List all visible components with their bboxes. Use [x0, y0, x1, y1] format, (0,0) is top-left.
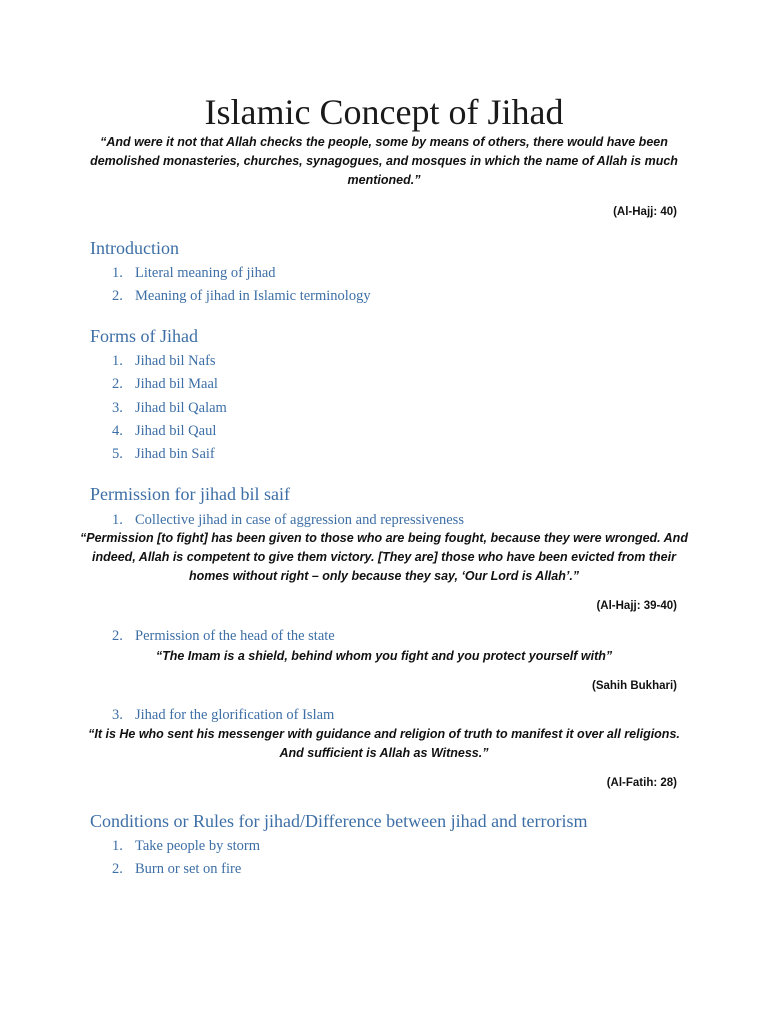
quote-block: [80, 725, 688, 763]
page-title: Islamic Concept of Jihad: [204, 92, 564, 132]
list-number: 1.: [112, 838, 123, 854]
list-text: Permission of the head of the state: [135, 628, 335, 644]
section-heading-conditions: Conditions or Rules for jihad/Difference between jihad and terrorism: [90, 811, 588, 831]
epigraph-quote: [80, 133, 688, 190]
list-item: [112, 422, 216, 441]
section-heading-introduction: Introduction: [90, 238, 179, 258]
list-item: [112, 627, 335, 646]
list-number: 2.: [112, 288, 123, 304]
list-number: 2.: [112, 861, 123, 877]
list-number: 1.: [112, 353, 123, 369]
quote-line: “Permission [to fight] has been given to those who are being fought, because they were wronged. And: [80, 531, 688, 545]
epigraph-reference: (Al-Hajj: 40): [613, 206, 677, 218]
quote-line: “It is He who sent his messenger with guidance and religion of truth to manifest it over all religions.: [88, 727, 680, 741]
quote-block: [80, 647, 688, 666]
list-text: Collective jihad in case of aggression and repressiveness: [135, 512, 464, 528]
list-text: Jihad bil Maal: [135, 376, 218, 392]
epigraph-line: mentioned.”: [347, 173, 421, 187]
epigraph-line: “And were it not that Allah checks the people, some by means of others, there would have been: [100, 135, 668, 149]
quote-line: homes without right – only because they say, ‘Our Lord is Allah’.”: [188, 569, 580, 583]
list-text: Literal meaning of jihad: [135, 265, 276, 281]
list-text: Burn or set on fire: [135, 861, 242, 877]
epigraph-line: demolished monasteries, churches, synagogues, and mosques in which the name of Allah is much: [90, 154, 678, 168]
list-item: [112, 352, 216, 371]
quote-line: And sufficient is Allah as Witness.”: [279, 746, 489, 760]
list-item: [112, 706, 334, 725]
list-item: [112, 511, 464, 530]
quote-block: [80, 529, 688, 586]
list-number: 1.: [112, 265, 123, 281]
list-number: 1.: [112, 512, 123, 528]
list-text: Jihad bil Qalam: [135, 400, 227, 416]
list-number: 5.: [112, 446, 123, 462]
list-number: 2.: [112, 628, 123, 644]
quote-line: “The Imam is a shield, behind whom you fight and you protect yourself with”: [155, 649, 613, 663]
list-number: 2.: [112, 376, 123, 392]
list-number: 3.: [112, 707, 123, 723]
quote-reference: (Al-Fatih: 28): [606, 777, 677, 789]
quote-reference: (Al-Hajj: 39-40): [596, 600, 677, 612]
section-heading-forms: Forms of Jihad: [90, 326, 198, 346]
list-text: Jihad bin Saif: [135, 446, 215, 462]
list-item: [112, 445, 215, 464]
list-item: [112, 837, 260, 856]
list-number: 3.: [112, 400, 123, 416]
list-item: [112, 375, 218, 394]
list-text: Jihad bil Nafs: [135, 353, 216, 369]
list-item: [112, 860, 241, 879]
list-text: Jihad for the glorification of Islam: [135, 707, 335, 723]
section-heading-permission: Permission for jihad bil saif: [90, 484, 290, 504]
quote-reference: (Sahih Bukhari): [592, 680, 677, 692]
list-text: Meaning of jihad in Islamic terminology: [135, 288, 371, 304]
quote-line: indeed, Allah is competent to give them victory. [They are] those who have been evicted from their: [92, 550, 676, 564]
list-item: [112, 287, 371, 306]
list-text: Jihad bil Qaul: [135, 423, 217, 439]
list-number: 4.: [112, 423, 123, 439]
list-item: [112, 399, 227, 418]
list-item: [112, 264, 276, 283]
list-text: Take people by storm: [135, 838, 261, 854]
